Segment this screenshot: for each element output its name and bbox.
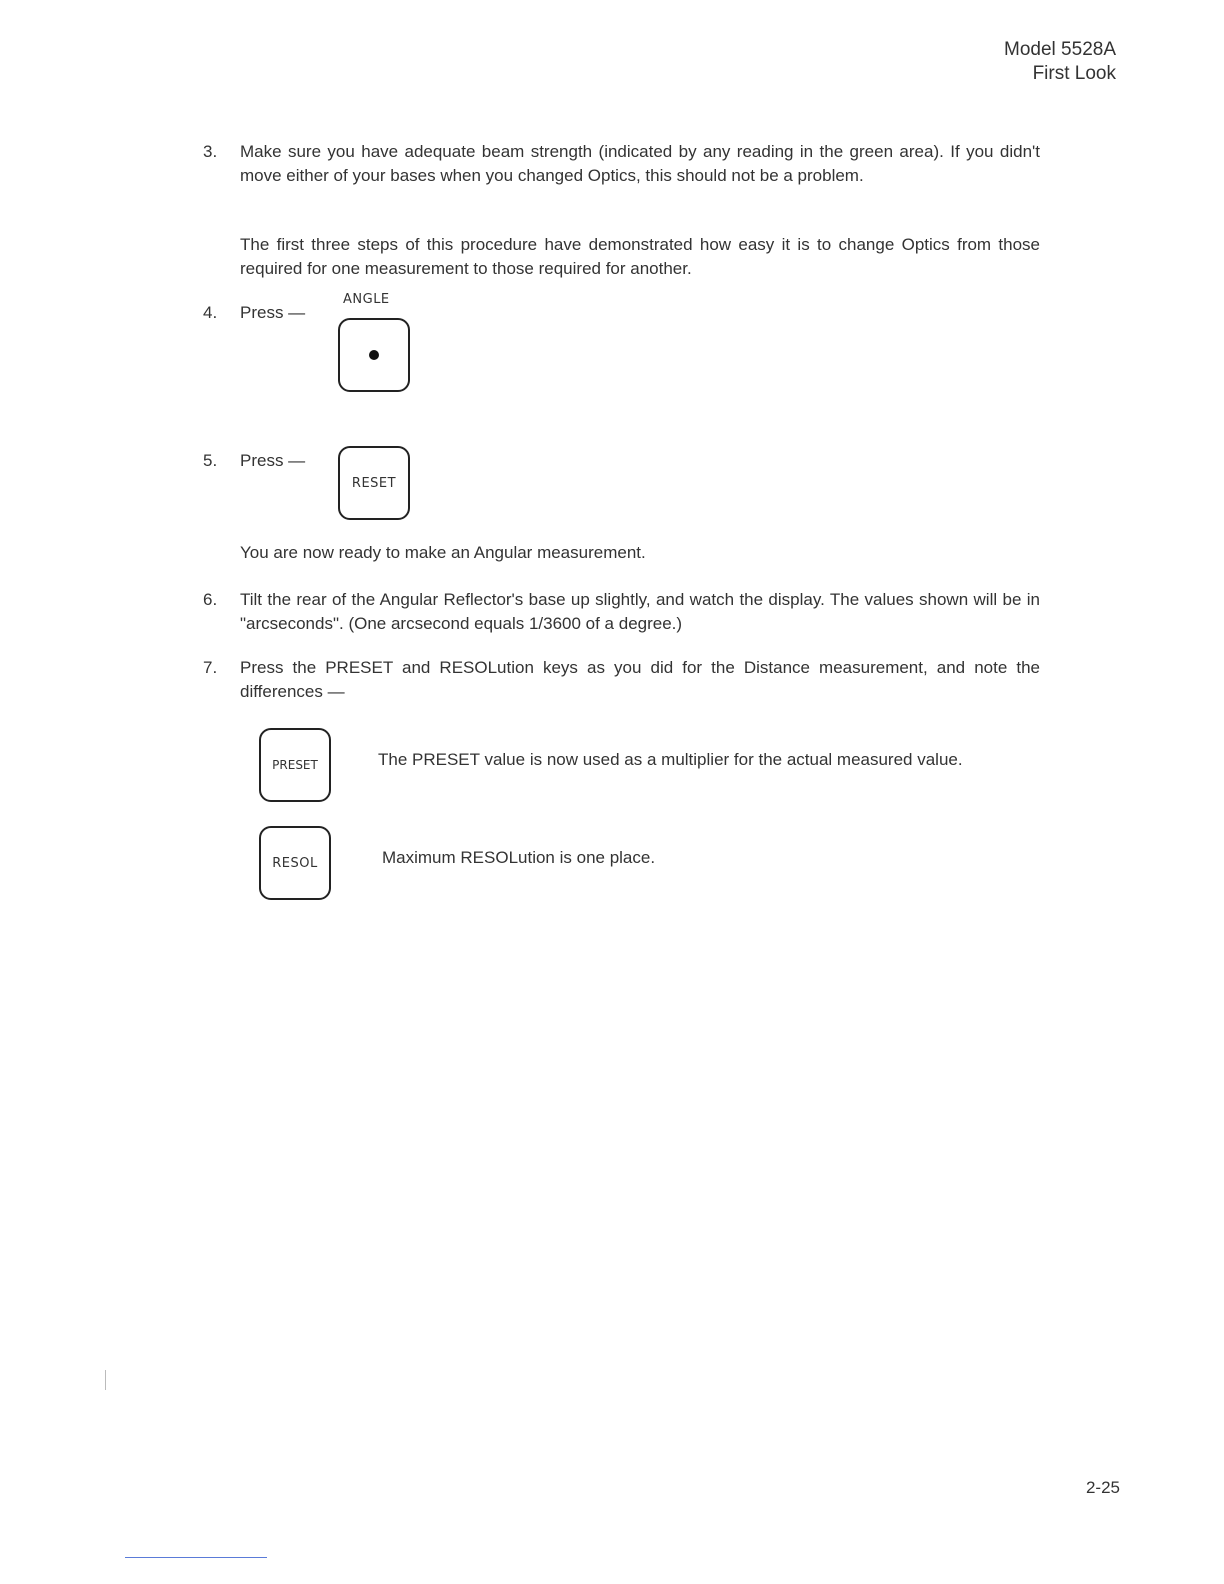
step-5-press-label: Press — (240, 451, 306, 470)
angle-key[interactable] (338, 318, 410, 392)
step-3-note: The first three steps of this procedure have demonstrated how easy it is to change Optics from those required for one measurement to those required for another. (240, 235, 1040, 278)
page-header (1004, 38, 1116, 86)
dot-icon (369, 350, 379, 360)
bottom-rule (125, 1557, 267, 1558)
header-section: First Look (1032, 63, 1116, 84)
header-model: Model 5528A (1004, 39, 1116, 60)
step-6-text: Tilt the rear of the Angular Reflector's base up slightly, and watch the display. The values shown will be in "arcseconds". (One arcsecond equals 1/3600 of a degree.) (240, 590, 1040, 633)
angle-key-label: ANGLE (343, 292, 390, 307)
reset-key[interactable]: RESET (338, 446, 410, 520)
resol-key[interactable]: RESOL (259, 826, 331, 900)
step-5-note: You are now ready to make an Angular measurement. (240, 543, 646, 562)
step-4-number: 4. (203, 303, 218, 322)
preset-description: The PRESET value is now used as a multiplier for the actual measured value. (378, 750, 963, 769)
step-5-number: 5. (203, 451, 218, 470)
resol-description: Maximum RESOLution is one place. (382, 848, 656, 867)
preset-key[interactable]: PRESET (259, 728, 331, 802)
step-3-number: 3. (203, 142, 218, 161)
step-7-number: 7. (203, 658, 218, 677)
page-number: 2-25 (1085, 1478, 1120, 1497)
margin-mark (105, 1370, 106, 1390)
step-3-text: Make sure you have adequate beam strength (indicated by any reading in the green area). If you didn't move either of your bases when you changed Optics, this should not be a problem. (240, 142, 1040, 185)
step-7-text: Press the PRESET and RESOLution keys as you did for the Distance measurement, and note the differences — (240, 658, 1040, 701)
step-4-press-label: Press — (240, 303, 306, 322)
step-6-number: 6. (203, 590, 218, 609)
